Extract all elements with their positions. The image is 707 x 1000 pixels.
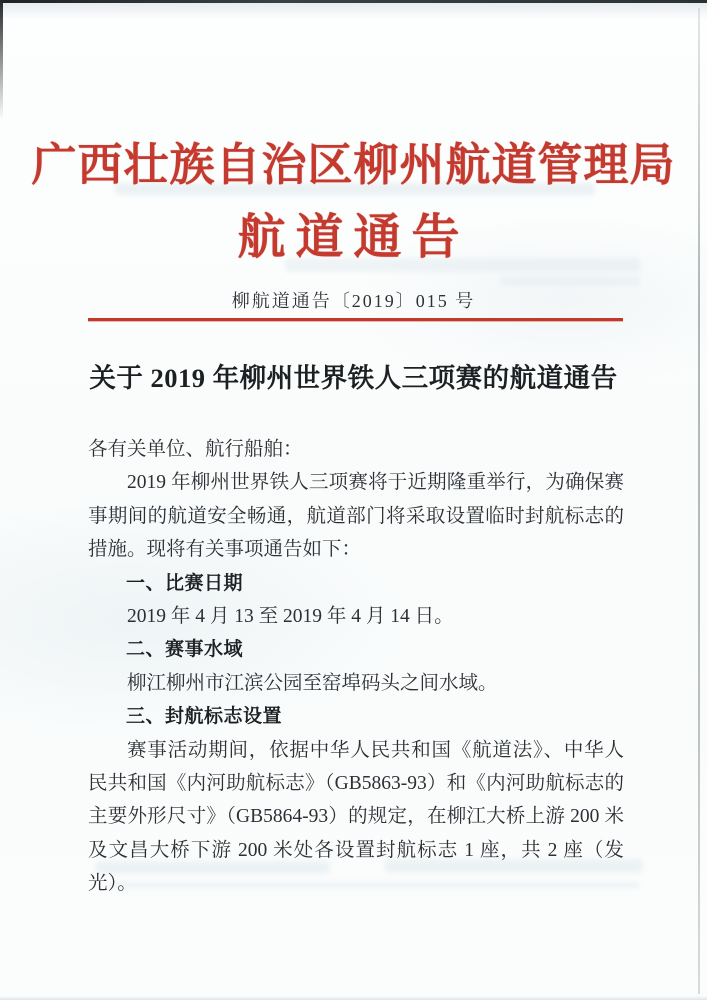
section-1-body: 2019 年 4 月 13 至 2019 年 4 月 14 日。: [127, 606, 454, 628]
letterhead-organization: 广西壮族自治区柳州航道管理局: [31, 140, 676, 190]
section-3-heading: 三、封航标志设置: [126, 706, 283, 728]
bleed-through-artifact: [500, 276, 640, 286]
scan-edge-right: [698, 8, 700, 994]
letterhead-red-rule: [88, 318, 623, 321]
scan-edge-bottom: [0, 996, 707, 1000]
section-1-heading: 一、比赛日期: [126, 572, 244, 594]
intro-paragraph: 2019 年柳州世界铁人三项赛将于近期隆重举行，为确保赛事期间的航道安全畅通，航道部门将采取设置临时封航标志的措施。现将有关事项通告如下：: [88, 472, 624, 561]
notice-title: 关于 2019 年柳州世界铁人三项赛的航道通告: [89, 363, 618, 393]
section-2-heading: 二、赛事水域: [126, 639, 244, 661]
scan-edge-left: [0, 0, 3, 120]
notice-body: [88, 433, 624, 901]
section-2-body: 柳江柳州市江滨公园至窑埠码头之间水域。: [127, 672, 498, 694]
section-3-body: 赛事活动期间，依据中华人民共和国《航道法》、中华人民共和国《内河助航标志》（GB5863-93）和《内河助航标志的主要外形尺寸》（GB5864-93）的规定，在柳江大桥上游 200 米及文昌大桥下游 200 米处各设置封航标志 1 座，共 2 座（发光）。: [88, 739, 624, 895]
scan-edge-top-shadow: [0, 3, 707, 19]
salutation: 各有关单位、航行船舶：: [88, 439, 303, 460]
letterhead-doc-type: 航道通告: [237, 211, 470, 264]
doc-number: 柳航道通告〔2019〕015 号: [231, 291, 476, 311]
